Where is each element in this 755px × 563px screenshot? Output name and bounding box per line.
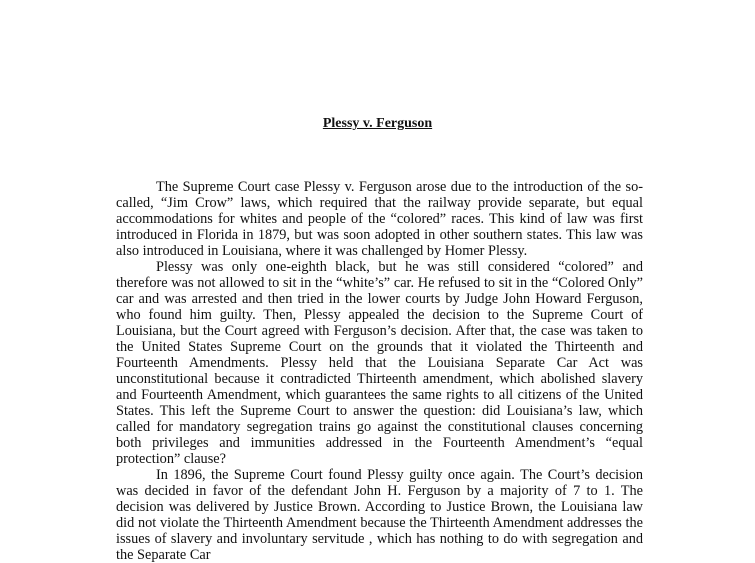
document-body bbox=[116, 179, 643, 563]
document-title: Plessy v. Ferguson bbox=[322, 116, 433, 131]
paragraph-2: Plessy was only one-eighth black, but he was still considered “colored” and therefore was not allowed to sit in the “white’s” car. He refused to sit in the “Colored Only” car and was arrested and then tried in the lower courts by Judge John Howard Ferguson, who found him guilty. Then, Plessy appealed the decision to the Supreme Court of Louisiana, but the Court agreed with Ferguson’s decision. After that, the case was taken to the United States Supreme Court on the grounds that it violated the Thirteenth and Fourteenth Amendments. Plessy held that the Louisiana Separate Car Act was unconstitutional because it contradicted Thirteenth amendment, which abolished slavery and Fourteenth Amendment, which guarantees the same rights to all citizens of the United States. This left the Supreme Court to answer the question: did Louisiana’s law, which called for mandatory segregation trains go against the constitutional clauses concerning both privileges and immunities addressed in the Fourteenth Amendment’s “equal protection” clause? bbox=[116, 259, 643, 467]
paragraph-1: The Supreme Court case Plessy v. Ferguson arose due to the introduction of the so-called, “Jim Crow” laws, which required that the railway provide separate, but equal accommodations for whites and people of the “colored” races. This kind of law was first introduced in Florida in 1879, but was soon adopted in other southern states. This law was also introduced in Louisiana, where it was challenged by Homer Plessy. bbox=[116, 179, 643, 259]
paragraph-3: In 1896, the Supreme Court found Plessy guilty once again. The Court’s decision was decided in favor of the defendant John H. Ferguson by a majority of 7 to 1. The decision was delivered by Justice Brown. According to Justice Brown, the Louisiana law did not violate the Thirteenth Amendment because the Thirteenth Amendment addresses the issues of slavery and involuntary servitude , which has nothing to do with segregation and the Separate Car bbox=[116, 467, 643, 563]
